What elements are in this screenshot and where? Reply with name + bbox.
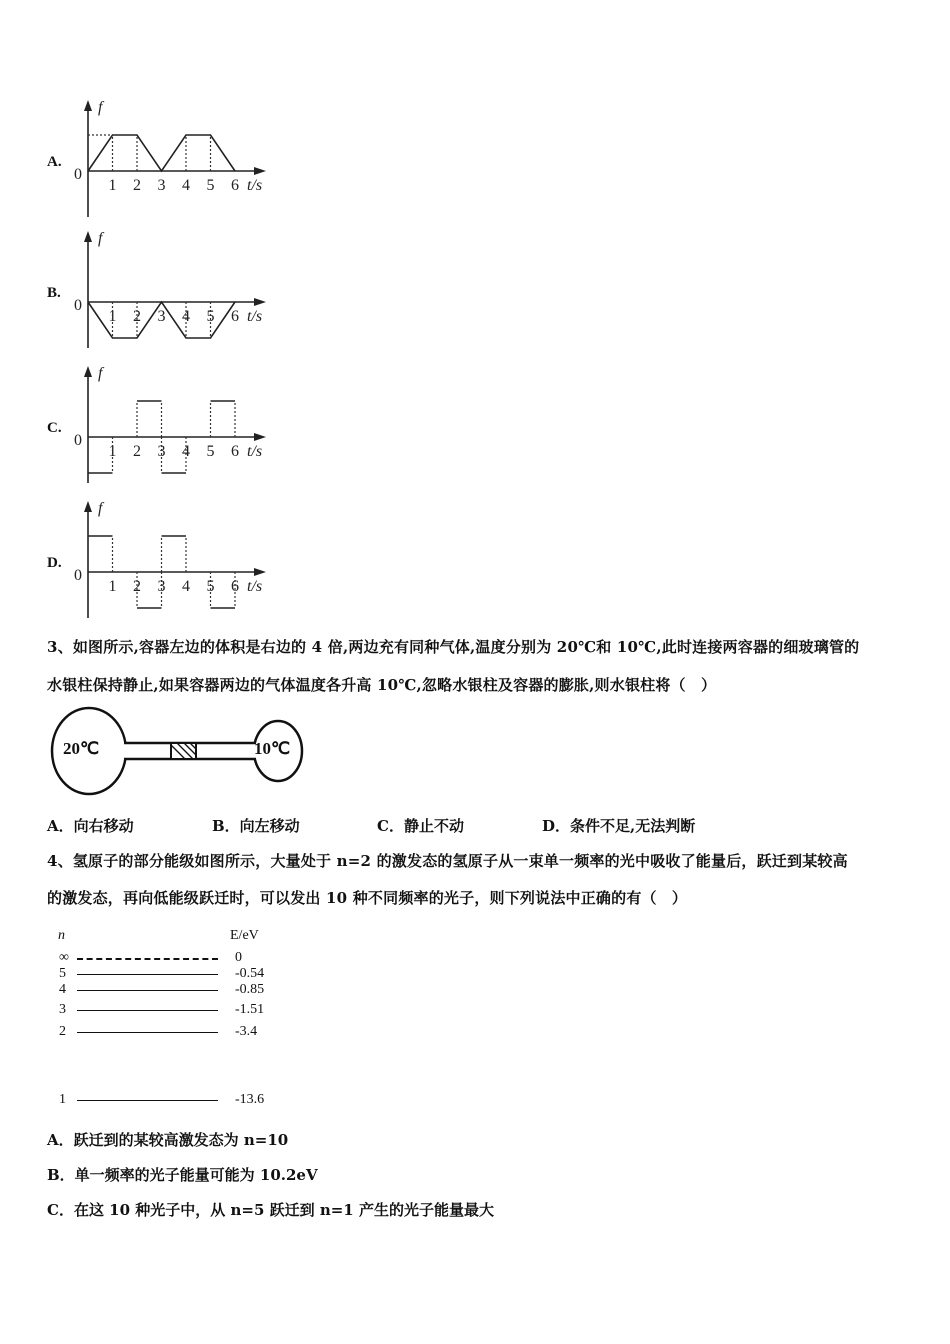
graph-option-letter[interactable]: D. xyxy=(47,555,62,571)
graph-option-letter[interactable]: A. xyxy=(47,154,62,170)
graph-option-letter[interactable]: C. xyxy=(47,420,62,436)
tick-label: 2 xyxy=(133,177,141,194)
graph-option-c xyxy=(40,363,280,488)
tick-label: 2 xyxy=(133,443,141,460)
left-temp-label: 20℃ xyxy=(63,739,100,758)
energy-level-line xyxy=(77,1032,218,1033)
level-energy-label: -1.51 xyxy=(235,1002,265,1017)
y-axis-label: f xyxy=(98,99,103,116)
energy-level-line xyxy=(77,990,218,991)
energy-level-line xyxy=(77,958,218,960)
tick-label: 5 xyxy=(206,308,215,325)
x-axis-arrow-icon xyxy=(254,568,266,576)
q4-option-b[interactable]: B．单一频率的光子能量可能为 10.2eV xyxy=(47,1166,318,1184)
q3-option-c[interactable]: C．静止不动 xyxy=(377,817,464,835)
origin-label: 0 xyxy=(74,166,82,183)
q3-option-d[interactable]: D．条件不足,无法判断 xyxy=(542,817,696,835)
level-n-label: 2 xyxy=(59,1024,66,1039)
q4-text-line1: 4、氢原子的部分能级如图所示，大量处于 n=2 的激发态的氢原子从一束单一频率的光中吸收了能量后，跃迁到某较高 xyxy=(47,852,848,870)
x-axis-unit-label: t/s xyxy=(247,443,263,460)
origin-label: 0 xyxy=(74,297,82,314)
energy-level-line xyxy=(77,1100,218,1101)
graph-option-b xyxy=(40,228,280,353)
tick-label: 6 xyxy=(231,578,239,595)
tick-label: 1 xyxy=(108,177,117,194)
q3-option-a[interactable]: A．向右移动 xyxy=(47,817,134,835)
waveform xyxy=(88,135,235,171)
tick-label: 5 xyxy=(206,177,215,194)
tick-label: 3 xyxy=(157,443,166,460)
level-n-label: 3 xyxy=(59,1002,66,1017)
graph-option-letter[interactable]: B. xyxy=(47,285,61,301)
energy-axis-label: E/eV xyxy=(230,928,259,943)
level-energy-label: -0.85 xyxy=(235,982,265,997)
tick-label: 6 xyxy=(231,443,239,460)
y-axis-label: f xyxy=(98,230,103,247)
tick-label: 5 xyxy=(206,578,215,595)
tick-label: 4 xyxy=(182,578,190,595)
x-axis-unit-label: t/s xyxy=(247,578,263,595)
tick-label: 1 xyxy=(108,443,117,460)
x-axis-arrow-icon xyxy=(254,298,266,306)
energy-level-line xyxy=(77,974,218,975)
x-axis-arrow-icon xyxy=(254,433,266,441)
tick-label: 6 xyxy=(231,308,239,325)
level-n-label: 1 xyxy=(59,1092,66,1107)
level-energy-label: -3.4 xyxy=(235,1024,258,1039)
y-axis-arrow-icon xyxy=(84,100,92,111)
q3-text-line1: 3、如图所示,容器左边的体积是右边的 4 倍,两边充有同种气体,温度分别为 20℃和 10℃,此时连接两容器的细玻璃管的 xyxy=(47,638,860,656)
tick-label: 2 xyxy=(133,308,141,325)
level-n-label: 4 xyxy=(59,982,66,997)
tick-label: 3 xyxy=(157,308,166,325)
graph-option-a xyxy=(40,97,280,222)
tick-label: 5 xyxy=(206,443,215,460)
n-axis-label: n xyxy=(58,928,65,943)
y-axis-label: f xyxy=(98,365,103,382)
q4-option-a[interactable]: A．跃迁到的某较高激发态为 n=10 xyxy=(47,1131,289,1149)
tick-label: 2 xyxy=(133,578,141,595)
x-axis-unit-label: t/s xyxy=(247,177,263,194)
level-energy-label: 0 xyxy=(235,950,242,965)
level-n-label: 5 xyxy=(59,966,66,981)
level-energy-label: -13.6 xyxy=(235,1092,265,1107)
y-axis-arrow-icon xyxy=(84,366,92,377)
q4-option-c[interactable]: C．在这 10 种光子中，从 n=5 跃迁到 n=1 产生的光子能量最大 xyxy=(47,1201,494,1219)
y-axis-label: f xyxy=(98,500,103,517)
tick-label: 6 xyxy=(231,177,239,194)
origin-label: 0 xyxy=(74,432,82,449)
tick-label: 4 xyxy=(182,177,190,194)
tick-label: 1 xyxy=(108,578,117,595)
y-axis-arrow-icon xyxy=(84,231,92,242)
q3-option-b[interactable]: B．向左移动 xyxy=(212,817,300,835)
q3-text-line2: 水银柱保持静止,如果容器两边的气体温度各升高 10℃,忽略水银柱及容器的膨胀,则水银柱将（ ） xyxy=(47,676,717,694)
x-axis-unit-label: t/s xyxy=(247,308,263,325)
tick-label: 3 xyxy=(157,177,166,194)
graph-option-d xyxy=(40,498,280,623)
q4-text-line2: 的激发态，再向低能级跃迁时，可以发出 10 种不同频率的光子，则下列说法中正确的有（ ） xyxy=(47,889,688,907)
level-n-label: ∞ xyxy=(59,950,69,965)
level-energy-label: -0.54 xyxy=(235,966,265,981)
tick-label: 1 xyxy=(108,308,117,325)
origin-label: 0 xyxy=(74,567,82,584)
tick-label: 4 xyxy=(182,443,190,460)
y-axis-arrow-icon xyxy=(84,501,92,512)
tick-label: 3 xyxy=(157,578,166,595)
tick-label: 4 xyxy=(182,308,190,325)
right-temp-label: 10℃ xyxy=(254,739,291,758)
energy-level-line xyxy=(77,1010,218,1011)
x-axis-arrow-icon xyxy=(254,167,266,175)
